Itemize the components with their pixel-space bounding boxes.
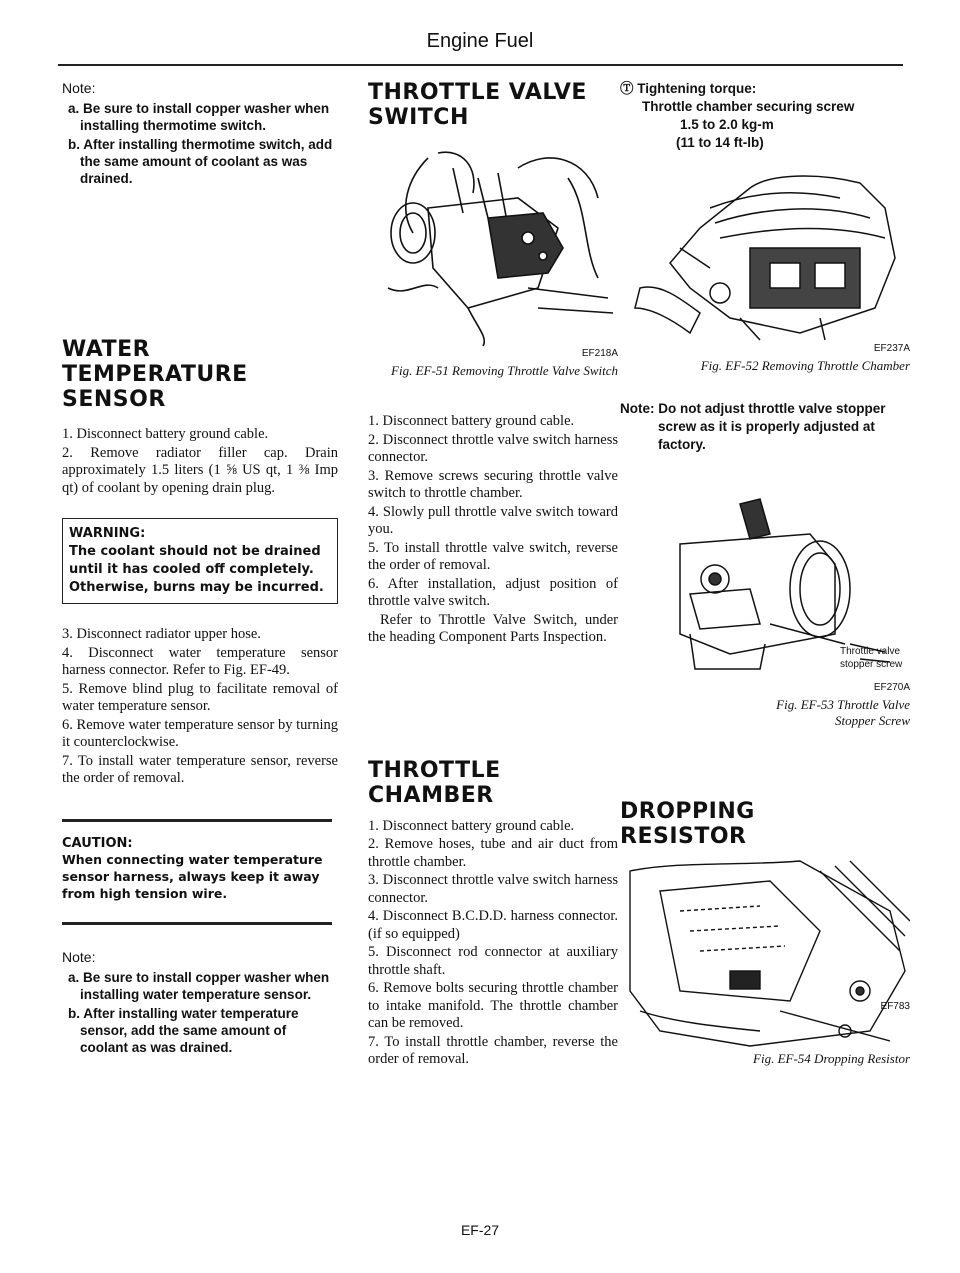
step: 7. To install throttle chamber, reverse the order of removal. bbox=[368, 1033, 618, 1067]
column-left bbox=[62, 80, 338, 1058]
torque-value-metric: 1.5 to 2.0 kg-m bbox=[680, 117, 774, 132]
step: 5. Disconnect rod connector at auxiliary throttle shaft. bbox=[368, 944, 618, 978]
torque-value-imperial: (11 to 14 ft-lb) bbox=[676, 135, 764, 150]
figure-code: EF783 bbox=[880, 1001, 910, 1012]
step: 6. Remove bolts securing throttle chamber to intake manifold. The throttle chamber can be removed. bbox=[368, 980, 618, 1031]
section-heading: CHAMBER bbox=[368, 782, 494, 808]
note-item: a. Be sure to install copper washer when installing water temperature sensor. bbox=[68, 969, 330, 1002]
step: 2. Remove hoses, tube and air duct from throttle chamber. bbox=[368, 836, 618, 870]
figure-throttle-switch bbox=[368, 138, 618, 348]
callout-label: Throttle valve bbox=[840, 646, 901, 657]
figure-caption: Fig. EF-52 Removing Throttle Chamber bbox=[700, 358, 910, 373]
note-text: Note: Do not adjust throttle valve stopper screw as it is properly adjusted at factory. bbox=[620, 401, 886, 452]
note-item: b. After installing water temperature sensor, add the same amount of coolant as was drained. bbox=[68, 1005, 299, 1055]
section-heading: THROTTLE VALVE bbox=[368, 80, 587, 105]
step: 2. Disconnect throttle valve switch harness connector. bbox=[368, 431, 618, 465]
figure-stopper-screw bbox=[620, 494, 910, 674]
warning-label: WARNING: bbox=[69, 526, 146, 541]
section-heading: SWITCH bbox=[368, 105, 469, 130]
step: 1. Disconnect battery ground cable. bbox=[368, 817, 575, 834]
caution-label: CAUTION: bbox=[62, 835, 133, 851]
section-heading: SENSOR bbox=[62, 387, 166, 412]
note-item: b. After installing thermotime switch, add the same amount of coolant as was drained. bbox=[68, 137, 333, 186]
step: 6. After installation, adjust position of throttle valve switch. bbox=[368, 575, 618, 609]
step: 7. To install water temperature sensor, reverse the order of removal. bbox=[62, 752, 338, 786]
page-number: EF-27 bbox=[460, 1222, 500, 1238]
section-heading: TEMPERATURE bbox=[62, 362, 248, 387]
section-heading: WATER bbox=[62, 337, 151, 362]
step: 1. Disconnect battery ground cable. bbox=[368, 413, 575, 429]
torque-item: Throttle chamber securing screw bbox=[642, 99, 855, 114]
section-heading: RESISTOR bbox=[620, 824, 747, 849]
step: 5. To install throttle valve switch, reverse the order of removal. bbox=[368, 539, 618, 573]
step: 3. Disconnect radiator upper hose. bbox=[62, 626, 261, 642]
figure-caption: Fig. EF-51 Removing Throttle Valve Switch bbox=[391, 363, 618, 378]
figure-throttle-chamber bbox=[620, 168, 910, 343]
figure-code: EF270A bbox=[873, 682, 910, 693]
step: 5. Remove blind plug to facilitate removal of water temperature sensor. bbox=[62, 680, 338, 714]
figure-dropping-resistor bbox=[620, 851, 910, 1051]
torque-block bbox=[620, 80, 910, 152]
step: 4. Disconnect B.C.D.D. harness connector. (if so equipped) bbox=[368, 908, 618, 942]
torque-label: Tightening torque: bbox=[637, 81, 757, 96]
step: 3. Disconnect throttle valve switch harness connector. bbox=[368, 872, 618, 906]
header-rule bbox=[58, 64, 903, 66]
section-heading: DROPPING bbox=[620, 799, 755, 824]
step: 1. Disconnect battery ground cable. bbox=[62, 426, 269, 442]
step: 4. Disconnect water temperature sensor harness connector. Refer to Fig. EF-49. bbox=[62, 644, 338, 678]
warning-text: The coolant should not be drained until it has cooled off completely. Otherwise, burns may be incurred. bbox=[69, 544, 324, 595]
figure-code: EF237A bbox=[873, 343, 910, 354]
note-label: Note: bbox=[62, 80, 96, 96]
torque-icon: Ⓣ bbox=[620, 81, 634, 96]
note-label: Note: bbox=[62, 948, 96, 965]
step: 4. Slowly pull throttle valve switch toward you. bbox=[368, 503, 618, 537]
step: Refer to Throttle Valve Switch, under the heading Component Parts Inspection. bbox=[368, 611, 618, 645]
section-heading: THROTTLE bbox=[368, 757, 501, 783]
figure-caption: Fig. EF-54 Dropping Resistor bbox=[753, 1051, 910, 1066]
dropping-resistor-illustration bbox=[620, 851, 910, 1051]
figure-code: EF218A bbox=[581, 348, 618, 359]
column-right bbox=[620, 80, 910, 1067]
page-header: Engine Fuel bbox=[426, 30, 534, 52]
step: 6. Remove water temperature sensor by turning it counterclockwise. bbox=[62, 716, 338, 750]
throttle-chamber-illustration bbox=[620, 168, 910, 343]
caution-text: When connecting water temperature sensor harness, always keep it away from high tension wire. bbox=[62, 851, 323, 901]
column-middle bbox=[368, 80, 618, 1070]
warning-box bbox=[62, 518, 338, 604]
step: 3. Remove screws securing throttle valve switch to throttle chamber. bbox=[368, 467, 618, 501]
step: 2. Remove radiator filler cap. Drain approximately 1.5 liters (1 ⅝ US qt, 1 ⅜ Imp qt) of coolant by opening drain plug. bbox=[62, 444, 338, 496]
callout-label: stopper screw bbox=[840, 659, 903, 670]
note-item: a. Be sure to install copper washer when installing thermotime switch. bbox=[68, 101, 330, 133]
throttle-switch-illustration bbox=[368, 138, 618, 348]
figure-caption: Fig. EF-53 Throttle Valve Stopper Screw bbox=[776, 697, 910, 728]
